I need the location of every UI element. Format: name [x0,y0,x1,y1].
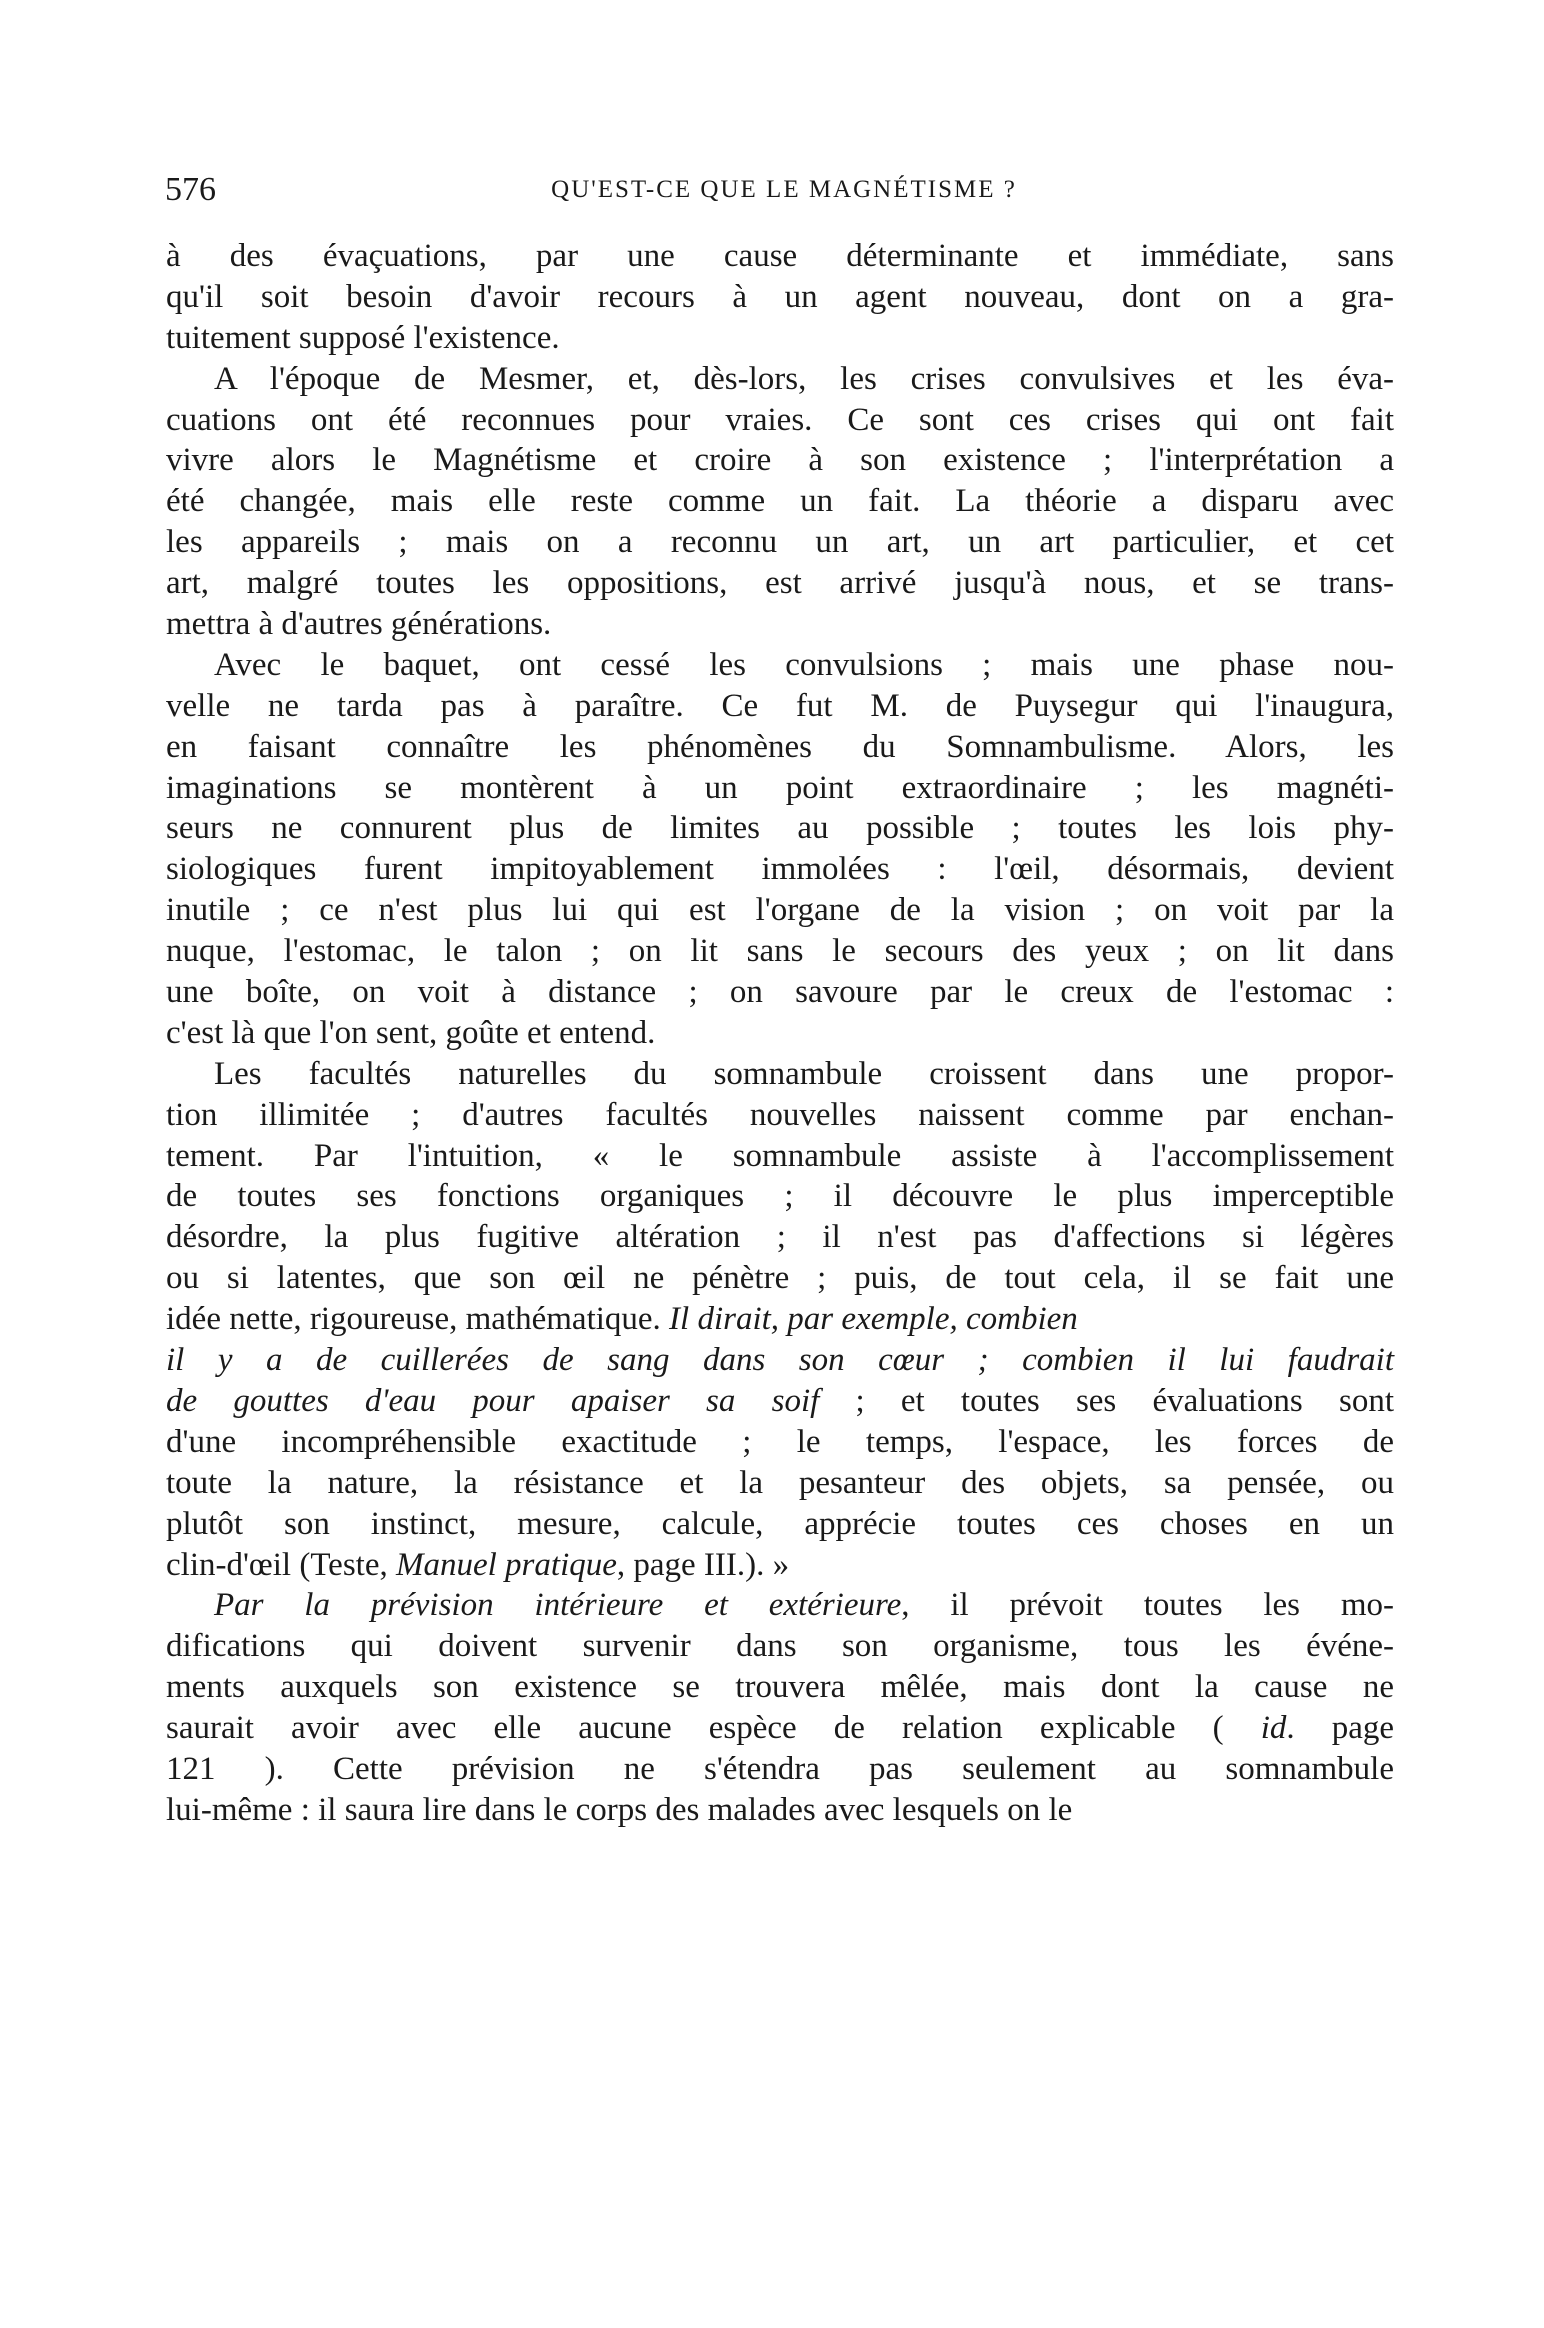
paragraph [166,1585,1394,1830]
text-run: idée nette, rigoureuse, mathématique. [166,1301,670,1338]
page-number: 576 [165,171,216,208]
text-line [166,1790,1394,1831]
text-line [166,522,1394,563]
text-run: de toutes ses fonctions organiques ; il découvre le plus imperceptible [166,1178,1394,1215]
text-run: , page III.). » [616,1546,790,1583]
text-run: difications qui doivent survenir dans son organisme, tous les événe- [166,1628,1394,1665]
text-run: inutile ; ce n'est plus lui qui est l'organe de la vision ; on voit par la [166,892,1394,929]
text-line [166,1013,1394,1054]
paragraph [166,359,1394,645]
italic-text: de gouttes d'eau pour apaiser sa soif [166,1382,820,1419]
text-line [166,1667,1394,1708]
text-line [166,318,1394,359]
text-line [166,563,1394,604]
text-line [166,1258,1394,1299]
text-line [166,1095,1394,1136]
text-line [166,727,1394,768]
text-line [166,1299,1394,1340]
text-run: plutôt son instinct, mesure, calcule, apprécie toutes ces choses en un [166,1505,1394,1542]
text-run: ments auxquels son existence se trouvera mêlée, mais dont la cause ne [166,1669,1394,1706]
text-line [166,1136,1394,1177]
text-line [166,400,1394,441]
text-line [166,1626,1394,1667]
text-run: tuitement supposé l'existence. [166,319,560,356]
text-run: art, malgré toutes les oppositions, est arrivé jusqu'à nous, et se trans- [166,565,1394,602]
text-run: été changée, mais elle reste comme un fait. La théorie a disparu avec [166,483,1394,520]
body-text [166,236,1394,1831]
text-run: d'une incompréhensible exactitude ; le temps, l'espace, les forces de [166,1423,1394,1460]
text-run: une boîte, on voit à distance ; on savoure par le creux de l'estomac : [166,974,1394,1011]
text-line [166,604,1394,645]
text-run: à des évaçuations, par une cause déterminante et immédiate, sans [166,238,1394,274]
paragraph [166,236,1394,359]
text-run: désordre, la plus fugitive altération ; il n'est pas d'affections si légères [166,1219,1394,1256]
text-run: Avec le baquet, ont cessé les convulsions ; mais une phase nou- [214,646,1394,683]
text-line [166,1749,1394,1790]
text-line [166,645,1394,686]
text-run: velle ne tarda pas à paraître. Ce fut M. de Puysegur qui l'inaugura, [166,687,1394,724]
text-run: . page [1286,1710,1394,1747]
text-run: nuque, l'estomac, le talon ; on lit sans le secours des yeux ; on lit dans [166,933,1394,970]
text-run: ; et toutes ses évaluations sont [819,1382,1394,1419]
italic-text: il y a de cuillerées de sang dans son cœur ; combien il lui faudrait [166,1342,1394,1379]
text-line [166,481,1394,522]
text-line [166,1176,1394,1217]
text-run: tion illimitée ; d'autres facultés nouvelles naissent comme par enchan- [166,1096,1394,1133]
text-line [166,1585,1394,1626]
text-run: clin-d'œil (Teste, [166,1546,396,1583]
text-run: , il prévoit toutes les mo- [901,1587,1394,1624]
text-run: en faisant connaître les phénomènes du Somnambulisme. Alors, les [166,728,1394,765]
italic-text: Par la prévision intérieure et extérieure [214,1587,902,1624]
running-title: QU'EST-CE QUE LE MAGNÉTISME ? [551,176,1017,203]
text-line [166,440,1394,481]
italic-text: Il dirait, par exemple, combien [669,1301,1078,1338]
italic-text: id [1260,1710,1287,1747]
text-line [166,277,1394,318]
text-run: tement. Par l'intuition, « le somnambule assiste à l'accomplissement [166,1137,1394,1174]
text-run: cuations ont été reconnues pour vraies. Ce sont ces crises qui ont fait [166,401,1394,438]
paragraph [166,645,1394,1054]
text-run: c'est là que l'on sent, goûte et entend. [166,1014,656,1051]
text-run: qu'il soit besoin d'avoir recours à un agent nouveau, dont on a gra- [166,278,1394,315]
text-line [166,1381,1394,1422]
text-line [166,236,1394,277]
text-line [166,972,1394,1013]
text-run: toute la nature, la résistance et la pesanteur des objets, sa pensée, ou [166,1464,1394,1501]
text-run: Les facultés naturelles du somnambule croissent dans une propor- [214,1055,1394,1092]
running-head [165,168,1393,212]
text-line [166,890,1394,931]
text-line [166,686,1394,727]
text-run: lui-même : il saura lire dans le corps des malades avec lesquels on le [166,1791,1073,1828]
text-line [166,931,1394,972]
text-line [166,1422,1394,1463]
text-run: seurs ne connurent plus de limites au possible ; toutes les lois phy- [166,810,1394,847]
text-run: vivre alors le Magnétisme et croire à son existence ; l'interprétation a [166,442,1394,479]
text-line [166,1463,1394,1504]
text-line [166,1340,1394,1381]
text-run: imaginations se montèrent à un point extraordinaire ; les magnéti- [166,769,1394,806]
text-run: 121 ). Cette prévision ne s'étendra pas seulement au somnambule [166,1750,1394,1787]
text-run: siologiques furent impitoyablement immolées : l'œil, désormais, devient [166,851,1394,888]
text-run: saurait avoir avec elle aucune espèce de relation explicable ( [166,1710,1261,1747]
text-run: mettra à d'autres générations. [166,606,552,643]
text-line [166,808,1394,849]
text-line [166,1217,1394,1258]
text-line [166,359,1394,400]
text-run: A l'époque de Mesmer, et, dès-lors, les crises convulsives et les éva- [214,360,1394,397]
text-line [166,1504,1394,1545]
text-line [166,849,1394,890]
text-line [166,1054,1394,1095]
text-run: les appareils ; mais on a reconnu un art, un art particulier, et cet [166,524,1394,561]
text-line [166,1708,1394,1749]
paragraph [166,1054,1394,1586]
text-line [166,768,1394,809]
text-line [166,1545,1394,1586]
italic-text: Manuel pratique [396,1546,617,1583]
text-run: ou si latentes, que son œil ne pénètre ; puis, de tout cela, il se fait une [166,1260,1394,1297]
